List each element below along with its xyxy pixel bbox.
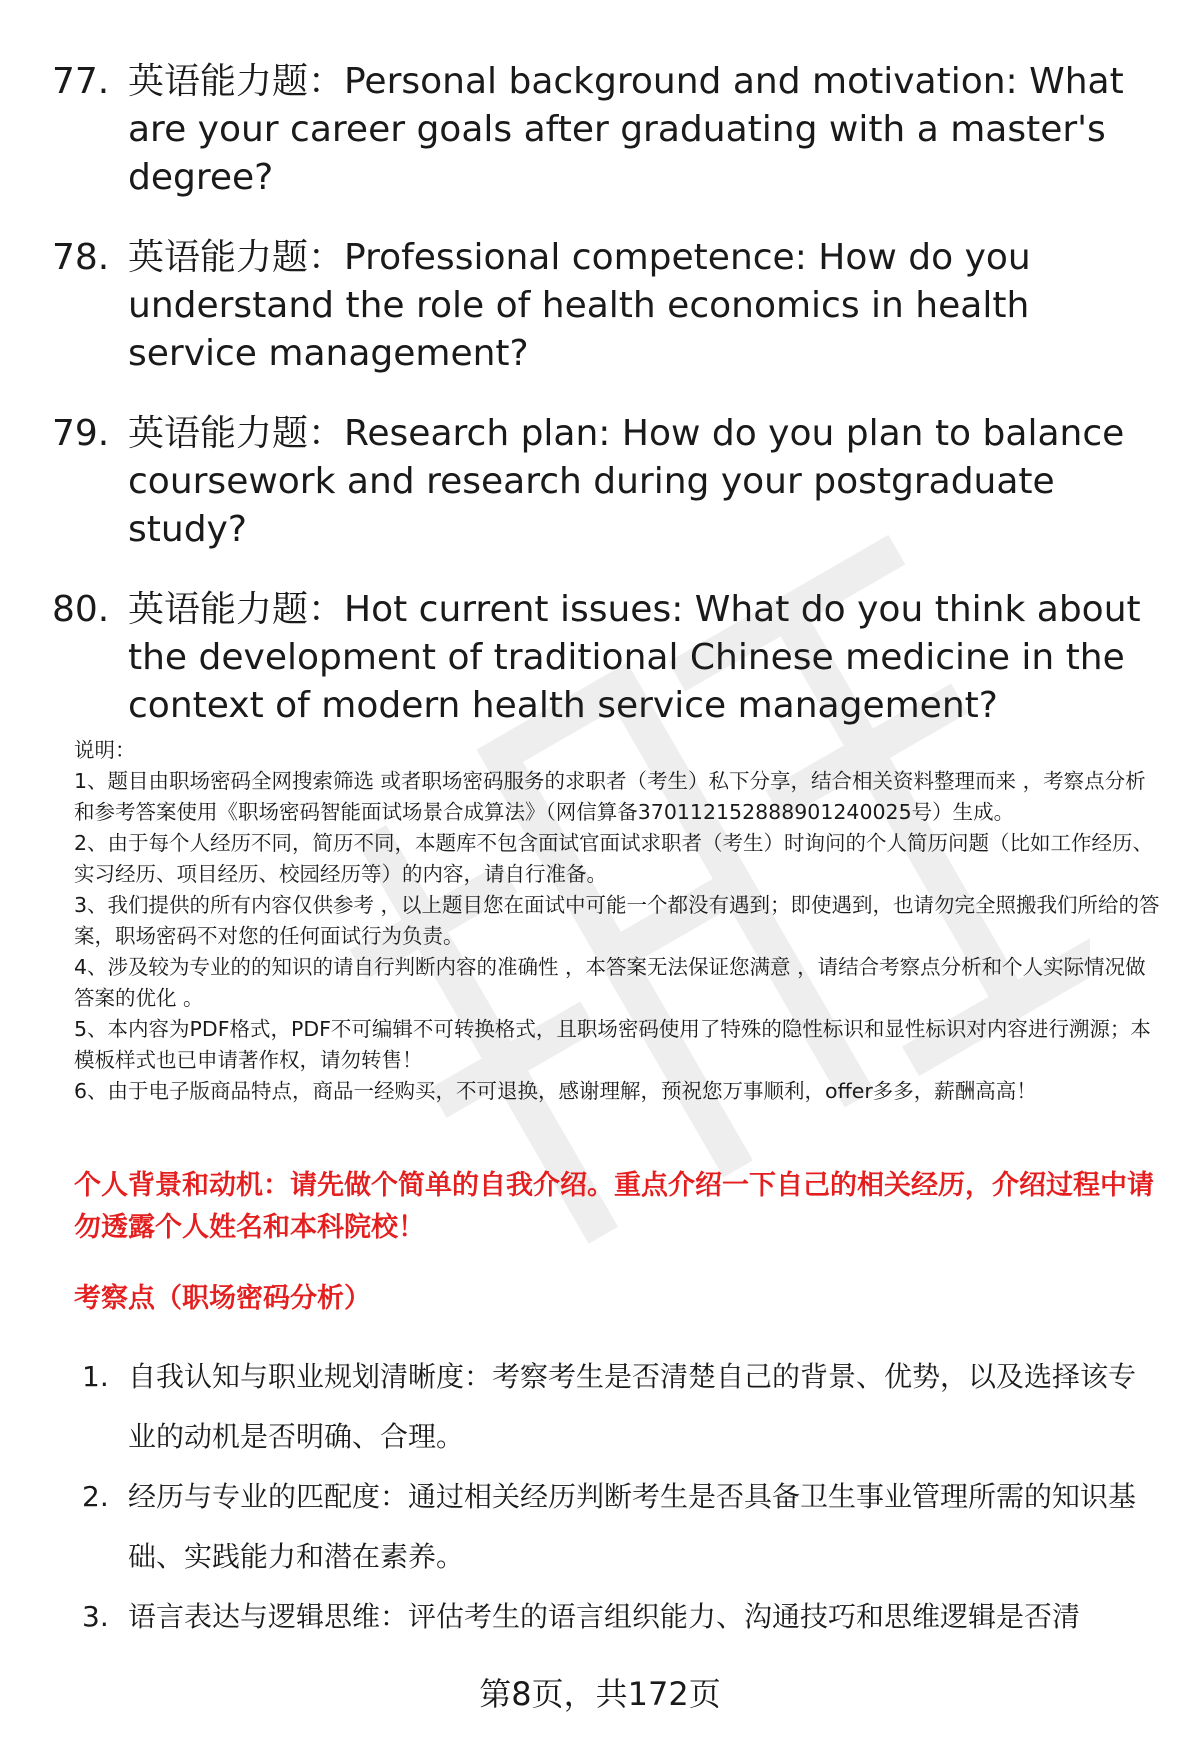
question-item bbox=[52, 586, 1162, 730]
note-item: 2、由于每个人经历不同，简历不同，本题库不包含面试官面试求职者（考生）时询问的个人简历问题（比如工作经历、实习经历、项目经历、校园经历等）的内容，请自行准备。 bbox=[74, 831, 1154, 886]
question-item bbox=[52, 410, 1162, 554]
note-item: 6、由于电子版商品特点，商品一经购买，不可退换，感谢理解，预祝您万事顺利，offer多多，薪酬高高！ bbox=[74, 1079, 1037, 1103]
analysis-list bbox=[82, 1347, 1152, 1647]
analysis-item bbox=[82, 1587, 1152, 1647]
notes-section bbox=[74, 735, 1164, 1107]
question-number: 79. bbox=[52, 413, 110, 454]
note-item: 3、我们提供的所有内容仅供参考 ，以上题目您在面试中可能一个都没有遇到；即使遇到，也请勿完全照搬我们所给的答案，职场密码不对您的任何面试行为负责。 bbox=[74, 893, 1160, 948]
question-text: 英语能力题：Research plan: How do you plan to balance coursework and research during your postgraduate study? bbox=[128, 413, 1125, 550]
note-item: 1、题目由职场密码全网搜索筛选 或者职场密码服务的求职者（考生）私下分享，结合相关资料整理而来 ，考察点分析和参考答案使用《职场密码智能面试场景合成算法》（网信算备370112152888901240025号）生成。 bbox=[74, 769, 1146, 824]
featured-question: 个人背景和动机：请先做个简单的自我介绍。重点介绍一下自己的相关经历，介绍过程中请勿透露个人姓名和本科院校！ bbox=[74, 1170, 1154, 1243]
analysis-text: 语言表达与逻辑思维：评估考生的语言组织能力、沟通技巧和思维逻辑是否清 bbox=[128, 1600, 1081, 1633]
question-number: 78. bbox=[52, 237, 110, 278]
question-item bbox=[52, 234, 1162, 378]
analysis-text: 自我认知与职业规划清晰度：考察考生是否清楚自己的背景、优势，以及选择该专业的动机是否明确、合理。 bbox=[128, 1360, 1137, 1453]
analysis-number: 1. bbox=[82, 1360, 109, 1393]
question-number: 80. bbox=[52, 589, 110, 630]
analysis-item bbox=[82, 1347, 1152, 1467]
analysis-text: 经历与专业的匹配度：通过相关经历判断考生是否具备卫生事业管理所需的知识基础、实践能力和潜在素养。 bbox=[128, 1480, 1137, 1573]
analysis-heading: 考察点（职场密码分析） bbox=[74, 1283, 371, 1314]
question-list bbox=[52, 58, 1162, 762]
question-text: 英语能力题：Professional competence: How do you understand the role of health economics in health service management? bbox=[128, 237, 1031, 374]
analysis-item bbox=[82, 1467, 1152, 1587]
question-item bbox=[52, 58, 1162, 202]
note-item: 4、涉及较为专业的的知识的请自行判断内容的准确性 ，本答案无法保证您满意 ，请结合考察点分析和个人实际情况做答案的优化 。 bbox=[74, 955, 1146, 1010]
question-number: 77. bbox=[52, 61, 110, 102]
analysis-number: 3. bbox=[82, 1600, 109, 1633]
question-text: 英语能力题：Personal background and motivation: What are your career goals after graduating with a master's degree? bbox=[128, 61, 1124, 198]
page-footer: 第8页，共172页 bbox=[479, 1675, 721, 1713]
notes-title: 说明： bbox=[74, 738, 136, 762]
analysis-number: 2. bbox=[82, 1480, 109, 1513]
note-item: 5、本内容为PDF格式，PDF不可编辑不可转换格式，且职场密码使用了特殊的隐性标识和显性标识对内容进行溯源；本模板样式也已申请著作权，请勿转售！ bbox=[74, 1017, 1151, 1072]
question-text: 英语能力题：Hot current issues: What do you think about the development of traditional Chinese medicine in the context of modern health service management? bbox=[128, 589, 1141, 726]
